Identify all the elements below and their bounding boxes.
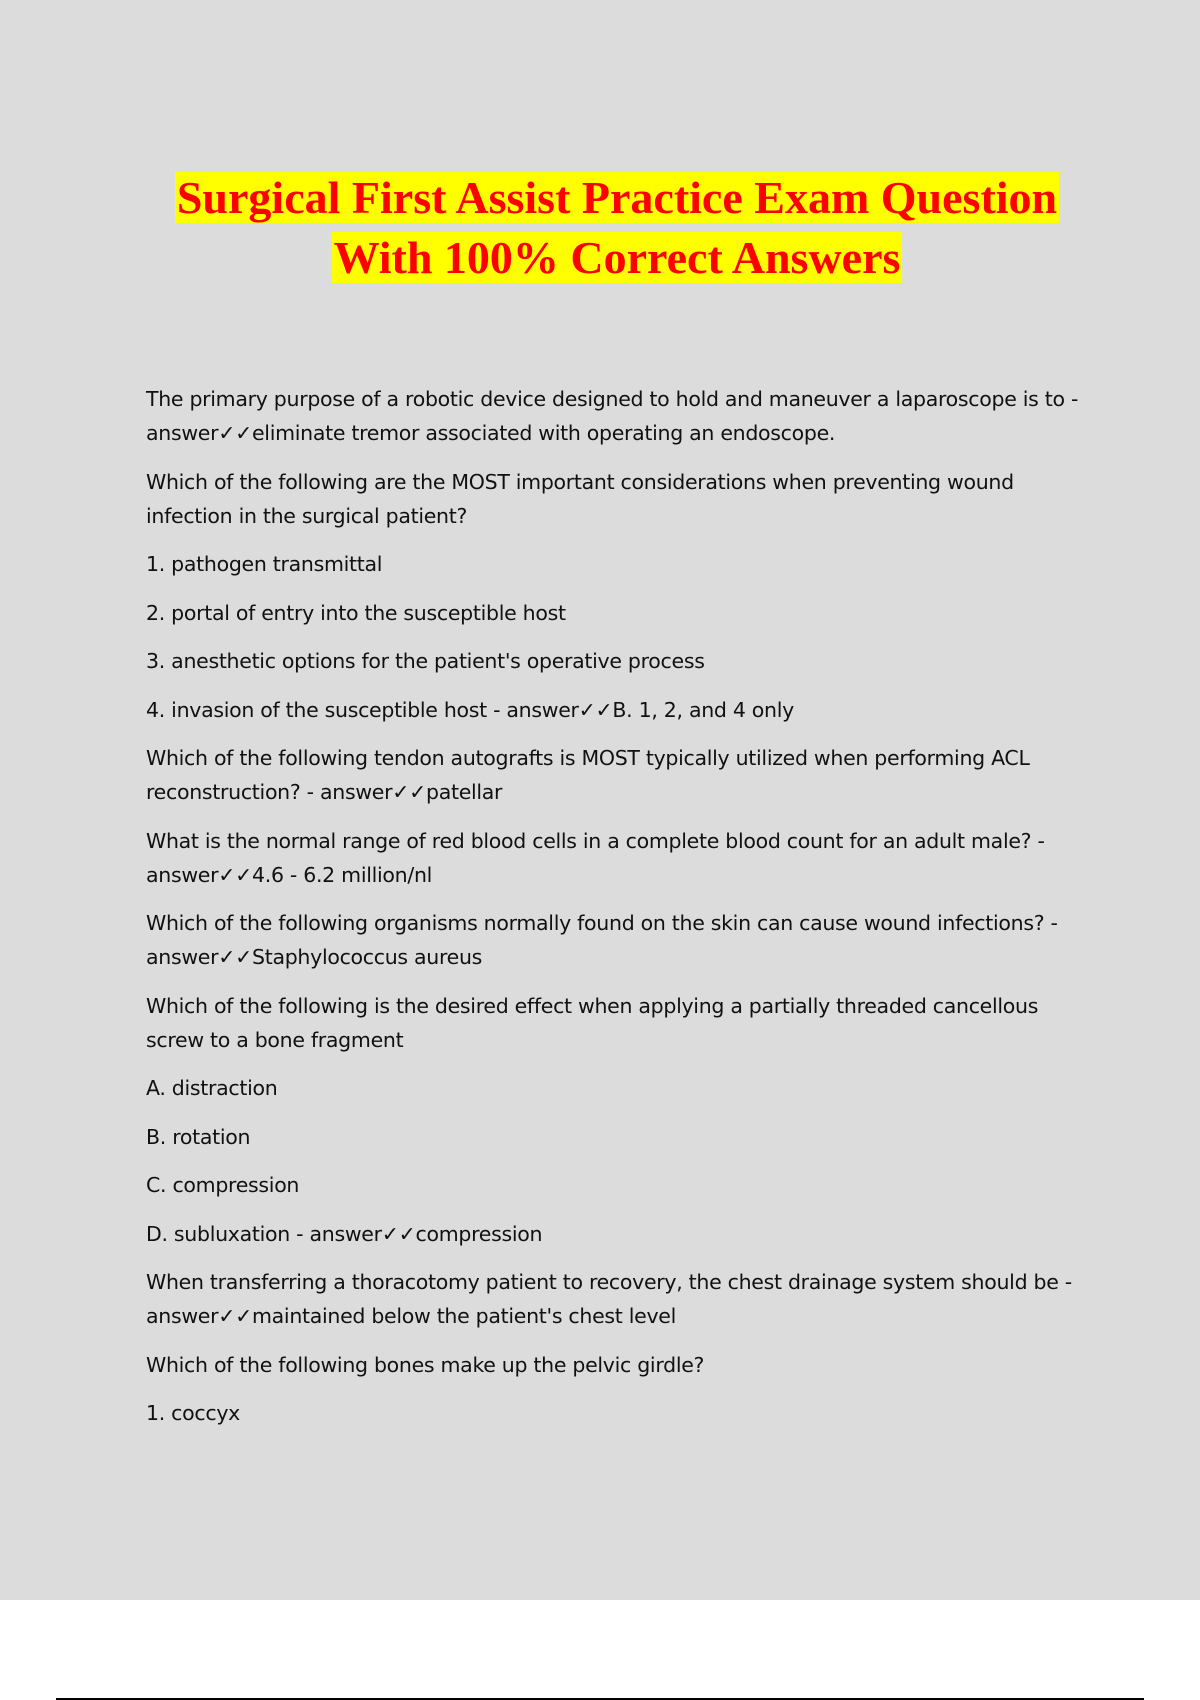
list-item: D. subluxation - answer✓✓compression	[146, 1221, 543, 1246]
list-item: 1. pathogen transmittal	[146, 552, 383, 576]
list-item: 1. coccyx	[146, 1401, 240, 1425]
title-line-2: With 100% Correct Answers	[333, 232, 901, 283]
title-line-1: Surgical First Assist Practice Exam Question	[176, 172, 1058, 223]
document-title	[0, 168, 1200, 288]
paragraph-red-blood-cells: What is the normal range of red blood cells in a complete blood count for an adult male? - answer✓✓4.6 - 6.2 million/nl	[146, 828, 1045, 887]
list-item: C. compression	[146, 1173, 300, 1197]
paragraph-cancellous-screw: Which of the following is the desired effect when applying a partially threaded cancellous screw to a bone fragment	[146, 993, 1039, 1052]
paragraph-wound-infection-question: Which of the following are the MOST important considerations when preventing wound infection in the surgical patient?	[146, 469, 1014, 528]
paragraph-chest-drainage: When transferring a thoracotomy patient to recovery, the chest drainage system should be - answer✓✓maintained below the patient's chest level	[146, 1270, 1072, 1328]
list-item: A. distraction	[146, 1076, 278, 1100]
list-item: 2. portal of entry into the susceptible host	[146, 600, 566, 625]
paragraph-skin-organisms: Which of the following organisms normally found on the skin can cause wound infections? - answer✓✓Staphylococcus aureus	[146, 911, 1058, 969]
paragraph-pelvic-girdle: Which of the following bones make up the pelvic girdle?	[146, 1352, 705, 1377]
paragraph-robotic-device: The primary purpose of a robotic device designed to hold and maneuver a laparoscope is to - answer✓✓eliminate tremor associated with operating an endoscope.	[146, 387, 1079, 445]
document-body	[146, 382, 1096, 1445]
paragraph-acl-autograft: Which of the following tendon autografts is MOST typically utilized when performing ACL reconstruction? - answer✓✓patellar	[146, 746, 1030, 804]
list-item: 4. invasion of the susceptible host - answer✓✓B. 1, 2, and 4 only	[146, 697, 794, 722]
list-item: B. rotation	[146, 1124, 251, 1149]
list-item: 3. anesthetic options for the patient's operative process	[146, 649, 705, 673]
